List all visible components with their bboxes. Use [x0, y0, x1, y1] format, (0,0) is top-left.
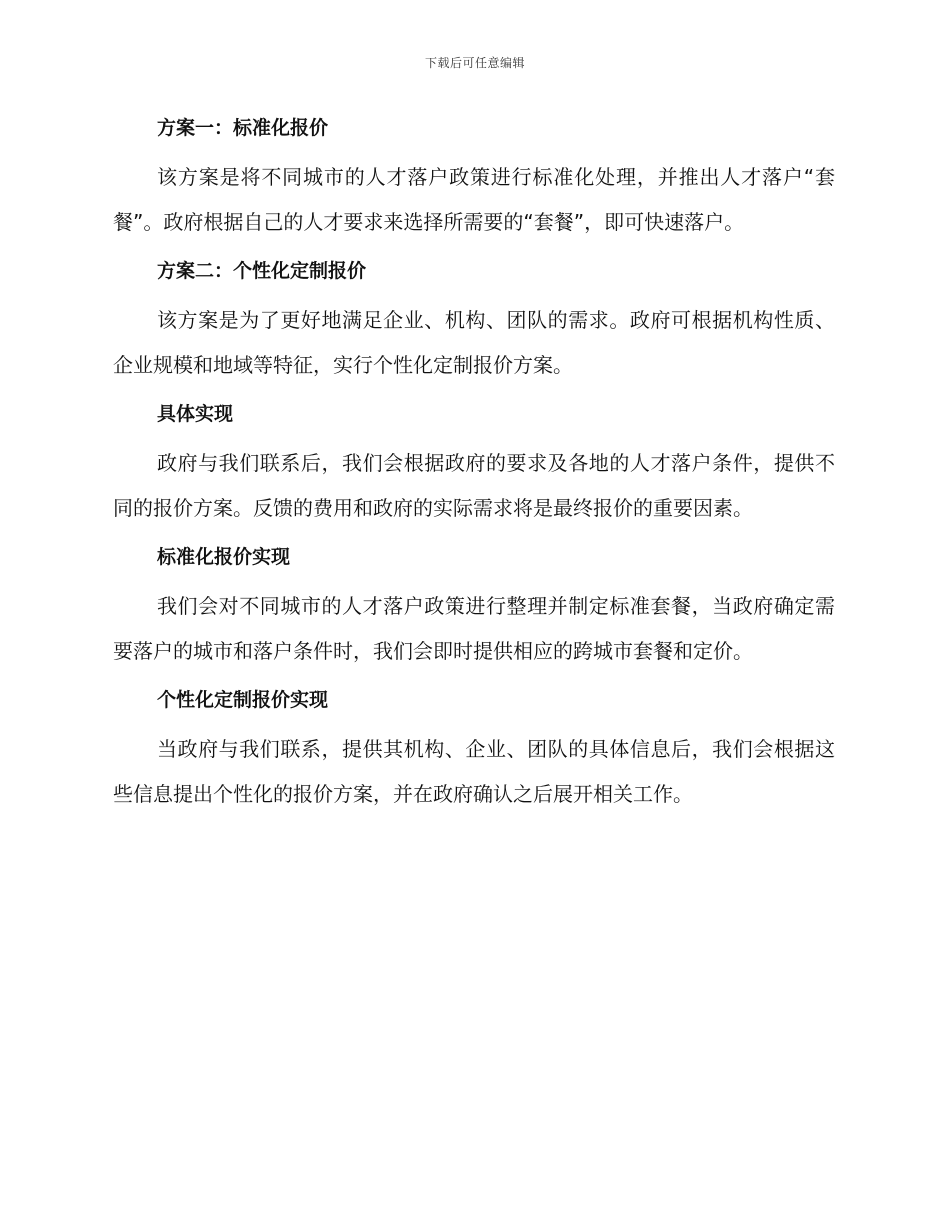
- document-body: [113, 112, 835, 817]
- section-paragraph-4: 我们会对不同城市的人才落户政策进行整理并制定标准套餐，当政府确定需要落户的城市和落户条件时，我们会即时提供相应的跨城市套餐和定价。: [113, 594, 835, 663]
- section-paragraph-1: 该方案是将不同城市的人才落户政策进行标准化处理，并推出人才落户“套餐”。政府根据自己的人才要求来选择所需要的“套餐”，即可快速落户。: [113, 165, 835, 234]
- section-paragraph-5: 当政府与我们联系，提供其机构、企业、团队的具体信息后，我们会根据这些信息提出个性化的报价方案，并在政府确认之后展开相关工作。: [113, 737, 835, 806]
- header-note: 下载后可任意编辑: [424, 56, 525, 70]
- section-paragraph-2: 该方案是为了更好地满足企业、机构、团队的需求。政府可根据机构性质、企业规模和地域等特征，实行个性化定制报价方案。: [113, 308, 835, 377]
- section-heading-1: 方案一：标准化报价: [157, 117, 329, 139]
- section-heading-3: 具体实现: [157, 403, 234, 425]
- section-paragraph-3: 政府与我们联系后，我们会根据政府的要求及各地的人才落户条件，提供不同的报价方案。反馈的费用和政府的实际需求将是最终报价的重要因素。: [113, 451, 835, 520]
- section-heading-4: 标准化报价实现: [157, 546, 291, 568]
- section-heading-2: 方案二：个性化定制报价: [157, 260, 367, 282]
- section-heading-5: 个性化定制报价实现: [157, 689, 329, 711]
